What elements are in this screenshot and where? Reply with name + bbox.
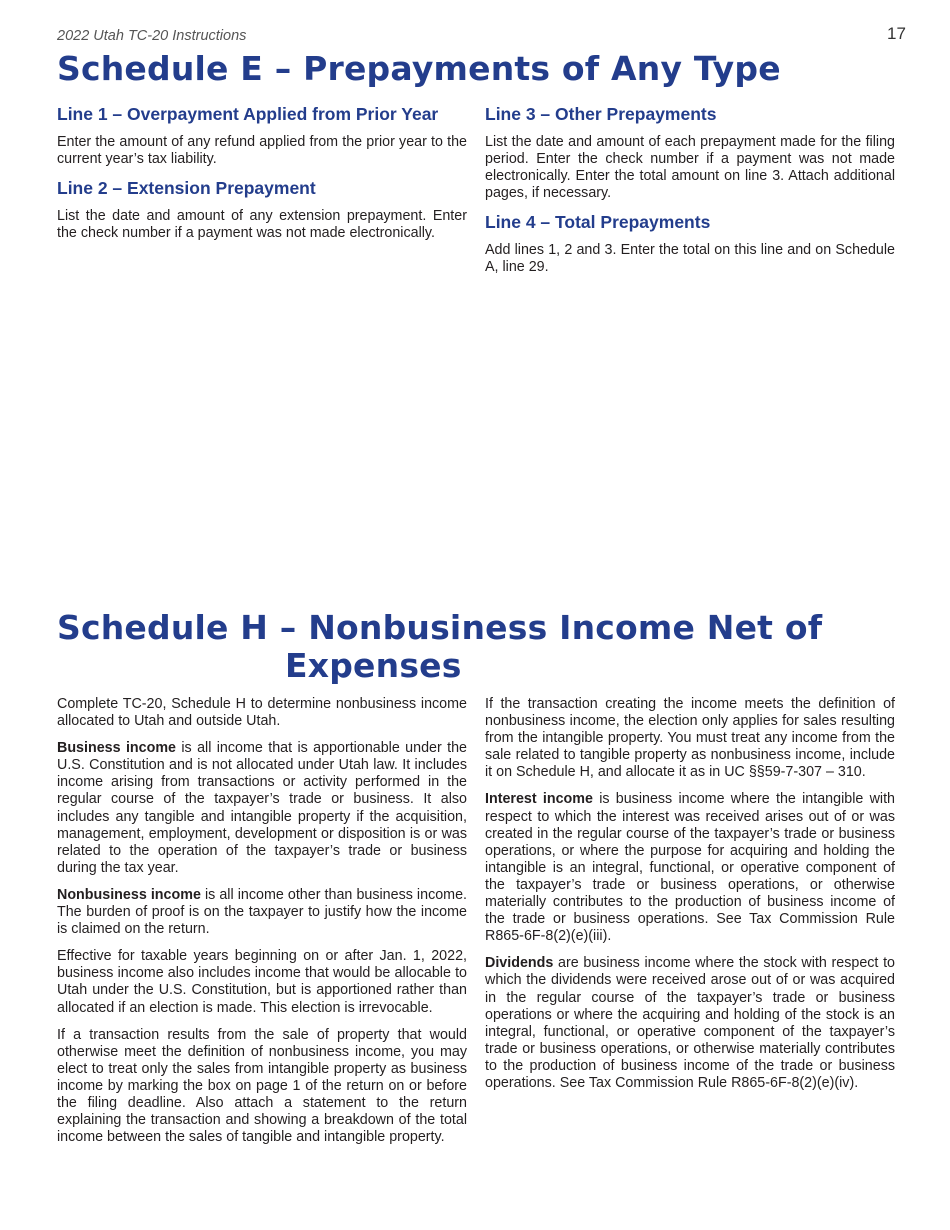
line-3-text: List the date and amount of each prepayment made for the filing period. Enter the check number if a payment was not made electronically. Enter the total amount on line 3. Attach additional pages, if necessary.	[485, 134, 895, 202]
line-3-heading: Line 3 – Other Prepayments	[485, 104, 717, 124]
page-number: 17	[887, 24, 906, 43]
interest-income-term: Interest income	[485, 791, 593, 808]
nonbusiness-income-term: Nonbusiness income	[57, 886, 201, 903]
schedule-e-right-column	[485, 104, 895, 287]
line-2-heading: Line 2 – Extension Prepayment	[57, 178, 316, 199]
schedule-e-title: Schedule E – Prepayments of Any Type	[57, 49, 781, 88]
dividends-text: are business income where the stock with respect to which the dividends were received arose out of or was acquired in the regular course of the taxpayer’s trade or business operations or where the acquiring and holding of the stock is an integral, functional, or operative component of the taxpayer’s trade or business operations, or otherwise materially contributes to the production of business income of the trade or business operations. See Tax Commission Rule R865-6F-8(2)(e)(iv).	[485, 955, 895, 1091]
transaction-paragraph: If the transaction creating the income meets the definition of nonbusiness income, the election only applies for sales resulting from the intangible property. You must treat any income from the sale related to tangible property as nonbusiness income, include it on Schedule H, and allocate it as in UC §§59-7-307 – 310.	[485, 696, 895, 781]
intro-paragraph: Complete TC-20, Schedule H to determine nonbusiness income allocated to Utah and outside Utah.	[57, 696, 467, 730]
election-paragraph: Effective for taxable years beginning on or after Jan. 1, 2022, business income also includes income that would be allocable to Utah under the U.S. Constitution, but is apportioned rather than allocated if an election is made. This election is irrevocable.	[57, 948, 467, 1016]
line-2-text: List the date and amount of any extension prepayment. Enter the check number if a payment was not made electronically.	[57, 208, 467, 242]
schedule-e-left-column	[57, 104, 467, 252]
line-1-text: Enter the amount of any refund applied from the prior year to the current year’s tax liability.	[57, 134, 467, 168]
schedule-h-left-column	[57, 696, 467, 1156]
line-4-text: Add lines 1, 2 and 3. Enter the total on this line and on Schedule A, line 29.	[485, 242, 895, 276]
interest-income-paragraph	[485, 791, 895, 945]
line-1-heading: Line 1 – Overpayment Applied from Prior Year	[57, 104, 439, 124]
schedule-h-right-column	[485, 696, 895, 1102]
business-income-term: Business income	[57, 740, 176, 757]
sale-of-property-paragraph: If a transaction results from the sale of property that would otherwise meet the definition of nonbusiness income, you may elect to treat only the sales from intangible property as business income by marking the box on page 1 of the return on or before the filing deadline. Also attach a statement to the return explaining the transaction and showing a breakdown of the total income between the sales of tangible and intangible property.	[57, 1026, 467, 1146]
business-income-text: is all income that is apportionable under the U.S. Constitution and is not allocated under Utah law. It includes income arising from transactions or activity performed in the regular course of the taxpayer’s trade or business. It also includes any tangible and intangible property if the acquisition, management, employment, development or disposition is or was related to the operation of the taxpayer’s trade or business during the tax year.	[57, 740, 467, 876]
schedule-h-title-line-1: Schedule H – Nonbusiness Income Net of	[57, 608, 823, 647]
business-income-paragraph	[57, 740, 467, 877]
schedule-h-title-line-2: Expenses	[285, 646, 462, 685]
document-header-title: 2022 Utah TC-20 Instructions	[57, 28, 247, 44]
nonbusiness-income-text: is all income other than business income. The burden of proof is on the taxpayer to justify how the income is claimed on the return.	[57, 886, 467, 938]
dividends-paragraph	[485, 955, 895, 1092]
nonbusiness-income-paragraph	[57, 887, 467, 938]
interest-income-text: is business income where the intangible with respect to which the interest was received arises out of or was created in the regular course of the taxpayer’s trade or business operations, or where the purpose for acquiring and holding the intangible is an integral, functional, or operative component of the taxpayer’s trade or business operations, or otherwise materially contributes to the production of business income of the trade or business operations. See Tax Commission Rule R865-6F-8(2)(e)(iii).	[485, 791, 895, 945]
dividends-term: Dividends	[485, 955, 554, 972]
line-4-heading: Line 4 – Total Prepayments	[485, 212, 711, 233]
